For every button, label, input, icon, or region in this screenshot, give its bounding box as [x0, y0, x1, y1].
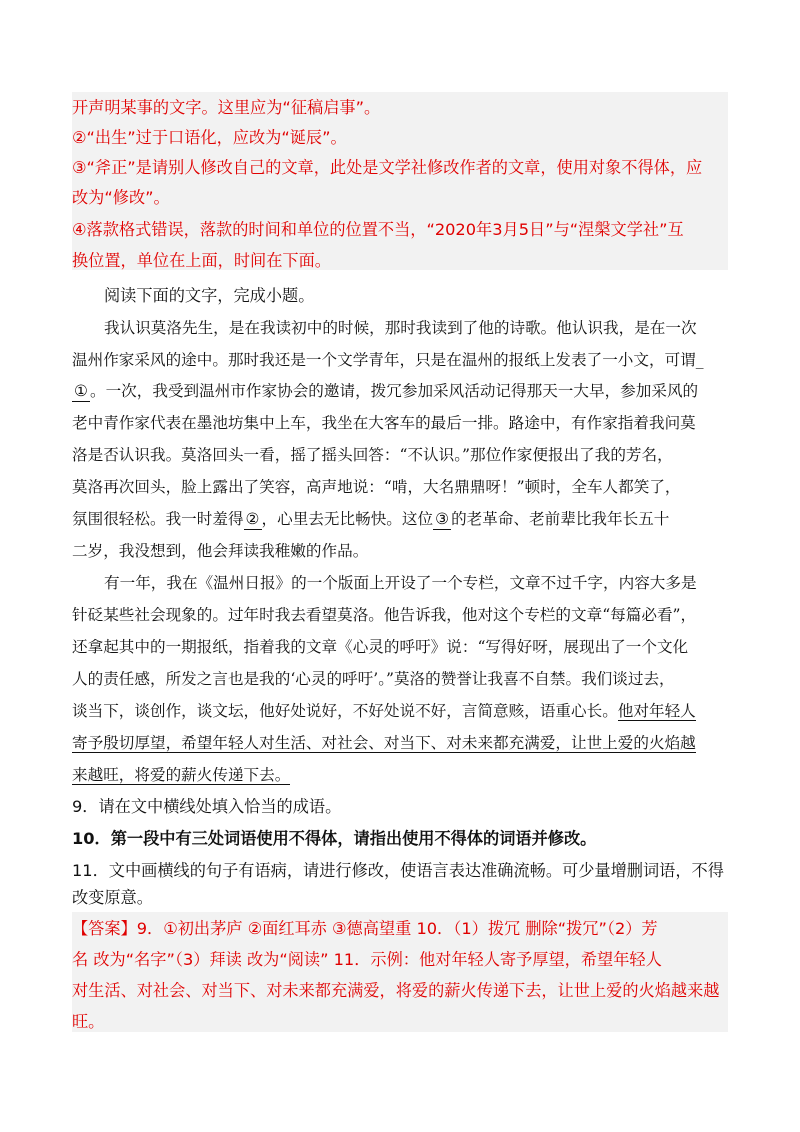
passage-text: ，心里去无比畅快。这位: [261, 510, 434, 528]
question-11: 11．文中画横线的句子有语病，请进行修改，使语言表达准确流畅。可少量增删词语，不得: [72, 861, 724, 880]
passage-line: 老中青作家代表在墨池坊集中上车，我坐在大客车的最后一排。路途中，有作家指着我问莫: [72, 414, 696, 432]
passage-line: 还拿起其中的一期报纸，指着我的文章《心灵的呼吁》说：“写得好呀，展现出了一个文化: [72, 638, 689, 656]
answer-line: 旺。: [72, 1012, 105, 1031]
underlined-sentence: 他对年轻人: [617, 702, 696, 720]
answer-box-top: [72, 92, 728, 270]
blank-1: ①: [74, 382, 88, 400]
passage-line: 针砭某些社会现象的。过年时我去看望莫洛。他告诉我，他对这个专栏的文章“每篇必看”，: [72, 606, 697, 624]
passage-line: 二岁，我没想到，他会拜读我稚嫩的作品。: [72, 542, 369, 560]
passage-line: 有一年，我在《温州日报》的一个版面上开设了一个专栏，文章不过千字，内容大多是: [104, 574, 697, 592]
passage-line: 洛是否认识我。莫洛回头一看，摇了摇头回答：“不认识。”那位作家便报出了我的芳名，: [72, 446, 673, 464]
underlined-sentence: 寄予殷切厚望，希望年轻人对生活、对社会、对当下、对未来都充满爱，让世上爱的火焰越: [72, 734, 696, 752]
question-9: 9．请在文中横线处填入恰当的成语。: [72, 797, 342, 816]
passage-line: [72, 509, 669, 530]
question-10: 10．第一段中有三处词语使用不得体，请指出使用不得体的词语并修改。: [72, 829, 597, 848]
question-11-cont: 改变原意。: [72, 888, 153, 907]
answer-line: ④落款格式错误，落款的时间和单位的位置不当，“2020年3月5日”与“涅槃文学社”互: [72, 220, 684, 239]
passage-line: 莫洛再次回头，脸上露出了笑容，高声地说：“啃，大名鼎鼎呀！”顿时，全车人都笑了，: [72, 478, 681, 496]
passage-line: 我认识莫洛先生，是在我读初中的时候，那时我读到了他的诗歌。他认识我，是在一次: [104, 319, 697, 337]
blank-3: ③: [435, 510, 450, 528]
answer-line: 开声明某事的文字。这里应为“征稿启事”。: [72, 98, 381, 117]
answer-line: 换位置，单位在上面，时间在下面。: [72, 251, 331, 270]
passage-line: [72, 381, 698, 402]
passage-text: 的老革命、老前辈比我年长五十: [451, 510, 670, 528]
passage-line: [72, 733, 696, 753]
passage-line: 人的责任感，所发之言也是我的‘心灵的呼吁’。”莫洛的赞誉让我喜不自禁。我们谈过去，: [72, 670, 675, 688]
passage-line: [72, 701, 696, 721]
blank-2: ②: [245, 510, 260, 528]
passage-line: [72, 765, 290, 785]
answer-line: 对生活、对社会、对当下、对未来都充满爱，将爱的薪火传递下去，让世上爱的火焰越来越: [72, 981, 720, 1000]
passage-line: [72, 350, 704, 370]
answer-line: ②“出生”过于口语化，应改为“诞辰”。: [72, 128, 347, 147]
passage-text: 氛围很轻松。我一时羞得: [72, 510, 244, 528]
underlined-sentence: 来越旺，将爱的薪火传递下去。: [72, 766, 291, 784]
passage-text: 谈当下，谈创作，谈文坛，他好处说好，不好处说不好，言简意赅，语重心长。: [72, 702, 618, 720]
answer-line: ③“斧正”是请别人修改自己的文章，此处是文学社修改作者的文章，使用对象不得体，应: [72, 158, 703, 177]
answer-line: 名 改为“名字”（3）拜读 改为“阅读” 11．示例：他对年轻人寄予厚望，希望年轻人: [72, 950, 662, 969]
instruction: 阅读下面的文字，完成小题。: [104, 286, 315, 305]
answer-line: 改为“修改”。: [72, 188, 170, 207]
passage-text: 温州作家采风的途中。那时我还是一个文学青年，只是在温州的报纸上发表了一小文，可谓: [72, 351, 696, 369]
blank-line: _: [695, 351, 704, 369]
answer-line: 【答案】9．①初出茅庐 ②面红耳赤 ③德高望重 10．（1）拨冗 删除“拨冗”（2）芳: [72, 919, 658, 938]
passage-text: 。一次，我受到温州市作家协会的邀请，拨冗参加采风活动记得那天一大早，参加采风的: [89, 382, 699, 400]
